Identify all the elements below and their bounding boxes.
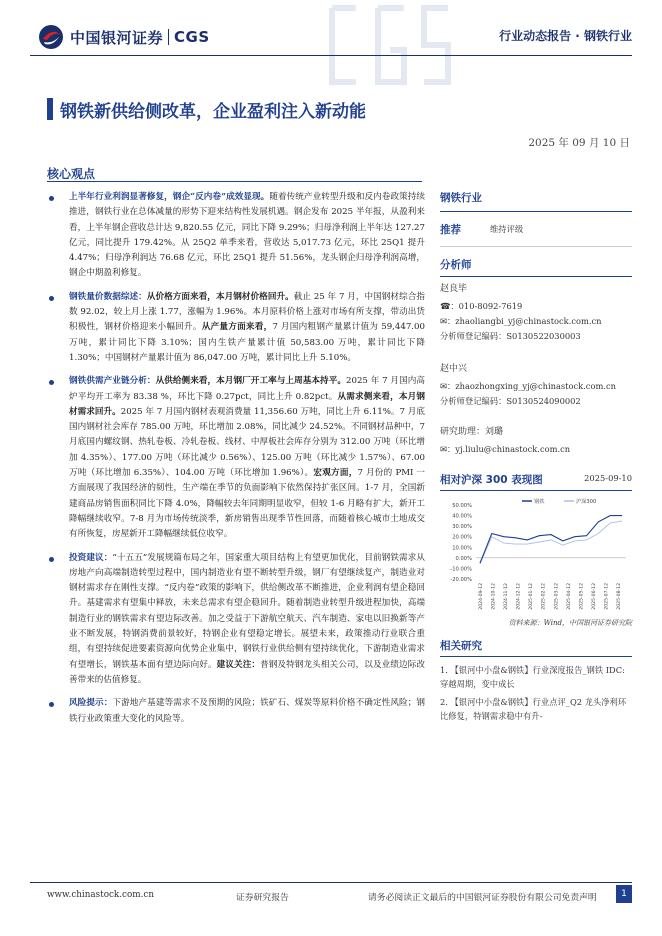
analyst2-cert: 分析师登记编码：S0130524090002 [440, 396, 581, 406]
rating-row [440, 220, 632, 238]
cgs-logo-icon [38, 24, 64, 50]
point-mid-2: 宏观方面， [313, 468, 358, 479]
x-tick-label: 2025-02-12 [541, 583, 547, 610]
point-mid: 建议关注： [216, 659, 261, 670]
bullet-icon [49, 380, 54, 385]
sidebar-divider [440, 490, 632, 491]
point-body: 下游地产基建等需求不及预期的风险；铁矿石、煤炭等原料价格不确定性风险；钢铁行业政策重大变化的风险等。 [69, 698, 425, 724]
chart-title: 相对沪深 300 表现图 [440, 474, 543, 486]
x-tick-label: 2025-04-12 [566, 583, 572, 610]
chart-date: 2025-09-10 [584, 473, 632, 483]
legend-label: 钢铁 [534, 499, 545, 505]
sidebar-divider [440, 246, 632, 247]
chart-header [440, 472, 632, 487]
y-tick-label: -10.00% [450, 566, 472, 573]
point-lead-sub: 从供给侧来看，本月钢厂开工率与上周基本持平。 [155, 376, 347, 387]
point-body: “十五五”发展规篇布局之年，国家重大项目结构上有望更加优化，目前钢铁需求从房地产向高端制造转型过程中，国内制造业有望不断转型升级，钢厂有望继续复产，制造业对钢材需求存在刚性支撑。“反内卷”政策的影响下，供给侧改革不断推进，企业利润有望企稳回升。基建需求有望集中释放，未来总需求有望企稳回升。随着制造业转型升级进程加快，高端制造行业的钢铁需求有望边际改善。加之受益于下游航空航天、汽车制造、家电以旧换新等产业不断发展，特钢消费前景较好，特钢企业有望稳定增长。展望未来，政策推动行业联合重组，有望持续促进要素资源向优势企业集中，钢铁行业供给侧有望持续优化，下游制造业需求有望增长，钢铁基本面有望边际向好。 [69, 552, 425, 670]
brand-separator [168, 29, 169, 45]
related-title: 相关研究 [440, 640, 482, 652]
legend-label: 沪深300 [576, 499, 597, 505]
analyst1-name: 赵良毕 [440, 284, 468, 294]
analyst1-phone: 010-8092-7619 [458, 301, 523, 311]
cgs-watermark-icon [320, 0, 460, 90]
core-points [47, 190, 425, 735]
point-body: 随着传统产业转型升级和反内卷政策持续推进，钢铁行业在总体减量的形势下迎来结构性发展机遇。钢企发布 2025 半年报，从盈利来看，上半年钢企营收总计达 9,820.55 亿元，同比下降 9.29%；归母净利润上半年达 127.27 亿元，同比提升 179.42%。从 25Q2 单季来看，营收达 5,017.73 亿元，环比 25Q1 提升 4.47%；归母净利润达 76.68 亿元，环比 25Q1 提升 51.56%，龙头钢企归母净利润高增，钢企中期盈利修复。 [69, 192, 425, 279]
sidebar-divider [440, 276, 632, 277]
point-lead: 上半年行业利润显著修复，钢企“反内卷”成效显现。 [69, 192, 270, 202]
analyst2-email[interactable]: zhaozhongxing_yj@chinastock.com.cn [455, 381, 616, 391]
analyst-title: 分析师 [440, 259, 472, 271]
x-tick-label: 2024-11-12 [504, 583, 510, 610]
x-tick-label: 2024-12-12 [516, 583, 522, 610]
point-lead: 投资建议： [69, 552, 113, 563]
x-tick-label: 2025-03-12 [554, 583, 560, 610]
sidebar-divider [440, 211, 632, 212]
y-tick-label: 0.00% [455, 555, 472, 562]
title-accent-bar [47, 98, 53, 120]
mail-icon: ✉ [440, 316, 447, 326]
phone-icon: ☎ [440, 301, 451, 311]
footer-doc-type: 证券研究报告 [236, 893, 289, 903]
point-mid: 从产量方面来看， [201, 322, 273, 333]
y-tick-label: 20.00% [452, 534, 472, 541]
brand-name: 中国银河证券 [70, 28, 164, 47]
analyst2-email-row[interactable]: ✉：zhaozhongxing_yj@chinastock.com.cn [440, 381, 616, 391]
point-volume-price [47, 290, 425, 366]
report-date: 2025 年 09 月 10 日 [528, 137, 630, 149]
y-tick-label: 10.00% [452, 545, 472, 552]
point-mid: 从需求侧来看，本月钢材需求回升。 [69, 391, 425, 417]
analyst2-name: 赵中兴 [440, 364, 468, 374]
point-body: 截止 25 年 7 月，中国钢材综合指数 92.02，较上月上涨 1.77，涨幅为 1.96%。本月原料价格上涨对市场有所支撑，带动出货积极性，钢材价格迎来小幅回升。 [69, 291, 425, 333]
bullet-icon [49, 296, 54, 301]
point-investment [47, 551, 425, 689]
report-type: 行业动态报告 · 钢铁行业 [499, 29, 632, 43]
sidebar [440, 190, 632, 723]
x-tick-label: 2025-07-12 [604, 583, 610, 610]
x-tick-label: 2024-09-12 [479, 583, 484, 610]
analyst1-cert: 分析师登记编码：S0130522030003 [440, 331, 581, 341]
point-risk [47, 696, 425, 727]
analyst1-phone-row: ☎：010-8092-7619 [440, 301, 523, 311]
footer-divider [30, 882, 632, 883]
mail-icon: ✉ [440, 381, 447, 391]
y-tick-label: 30.00% [452, 524, 472, 531]
related-item[interactable]: 1. 【银河中小盘&钢铁】行业深度报告_钢铁 IDC: 穿越周期，变中成长 [440, 665, 625, 689]
bullet-icon [49, 557, 54, 562]
x-tick-label: 2025-01-12 [529, 583, 535, 610]
x-tick-label: 2024-10-12 [491, 583, 497, 610]
mail-icon: ✉ [440, 444, 447, 454]
rating-value: 维持评级 [490, 223, 524, 234]
point-body-2: 普钢及特钢龙头相关公司，以及业绩边际改善带来的估值修复。 [69, 659, 425, 685]
point-body-2: 2025 年 7 月国内钢材表观消费量 11,356.60 万吨，同比上升 6.11%。7 月底国内钢材社会库存 785.00 万吨，环比增加 2.08%，同比减少 24.52%。不同钢材品种中，7 月底国内螺纹钢、热轧卷板、冷轧卷板、线材、中厚板社会库存分别为 312.00 万吨（环比增加 4.35%）、177.00 万吨（环比减少 0.56%）、125.00 万吨（环比减少 1.57%）、67.00 万吨（环比增加 6.35%）、104.00 万吨（环比增加 1.96%）。 [69, 406, 425, 479]
point-lead: 钢铁量价数据综述： [69, 291, 147, 302]
page-number: 1 [616, 885, 632, 903]
performance-chart [440, 495, 632, 615]
point-body-2: 7 月国内粗钢产量累计值为 59,447.00 万吨，累计同比下降 3.10%；国内生铁产量累计值 50,583.00 万吨，累计同比下降 1.30%；中国钢材产量累计值为 86,047.00 万吨，累计同比上升 5.10%。 [69, 322, 425, 363]
point-lead: 风险提示： [69, 698, 113, 709]
x-tick-label: 2025-06-12 [591, 583, 597, 610]
point-lead-sub: 从价格方面来看，本月钢材价格回升。 [146, 291, 294, 302]
sidebar-divider [440, 656, 632, 657]
assistant-email-row[interactable]: ✉：yj.liulu@chinastock.com.cn [440, 444, 571, 454]
analyst1-email[interactable]: zhaoliangbi_yj@chinastock.com.cn [455, 316, 602, 326]
related-item[interactable]: 2. 【银河中小盘&钢铁】行业点评_Q2 龙头净利环比修复，特钢需求稳中有升- [440, 697, 627, 721]
page-title: 钢铁新供给侧改革，企业盈利注入新动能 [60, 102, 366, 122]
footer-url[interactable]: www.chinastock.com.cn [47, 890, 155, 900]
chart-source: 资料来源：Wind，中国银河证券研究院 [508, 619, 632, 627]
core-section-divider [47, 181, 422, 182]
footer-disclaimer: 请务必阅读正文最后的中国银河证券股份有限公司免责声明 [368, 893, 597, 903]
header-divider [30, 55, 632, 56]
y-tick-label: 50.00% [452, 503, 472, 509]
point-supply-demand [47, 374, 425, 542]
brand-abbr: CGS [174, 28, 210, 46]
series-line-steel [480, 516, 622, 564]
brand-logo [38, 24, 210, 50]
core-section-title: 核心观点 [47, 167, 96, 181]
point-body: 2025 年 7 月国内高炉平均开工率为 83.38 %，环比下降 0.27pct，同比上升 0.82pct。 [69, 376, 425, 402]
point-body-3: 7 月份的 PMI 一方面展现了我国经济的韧性，生产端在季节的负面影响下依然保持扩张区间。1-7 月，全国新建商品房销售面积同比下降 4.0%，降幅较去年同期明显收窄，但较 1-6 月略有扩大，新开工降幅继续收窄。7-8 月为市场传统淡季，新房销售出现季节性回落，而随着核心城市土地成交有所恢复，房屋新开工降幅继续低位收窄。 [69, 468, 425, 540]
bullet-icon [49, 196, 54, 201]
bullet-icon [49, 702, 54, 707]
y-tick-label: 40.00% [452, 513, 472, 520]
x-tick-label: 2025-05-12 [579, 583, 585, 610]
rating-label: 推荐 [440, 223, 461, 236]
industry-label: 钢铁行业 [440, 192, 482, 204]
assistant-email[interactable]: yj.liulu@chinastock.com.cn [455, 444, 571, 454]
assistant-name: 研究助理：刘璐 [440, 427, 504, 437]
x-tick-label: 2025-08-12 [617, 583, 622, 610]
y-tick-label: -20.00% [450, 577, 472, 583]
point-profit [47, 190, 425, 282]
analyst1-email-row[interactable]: ✉：zhaoliangbi_yj@chinastock.com.cn [440, 316, 602, 326]
point-lead: 钢铁供需产业链分析： [69, 376, 156, 387]
